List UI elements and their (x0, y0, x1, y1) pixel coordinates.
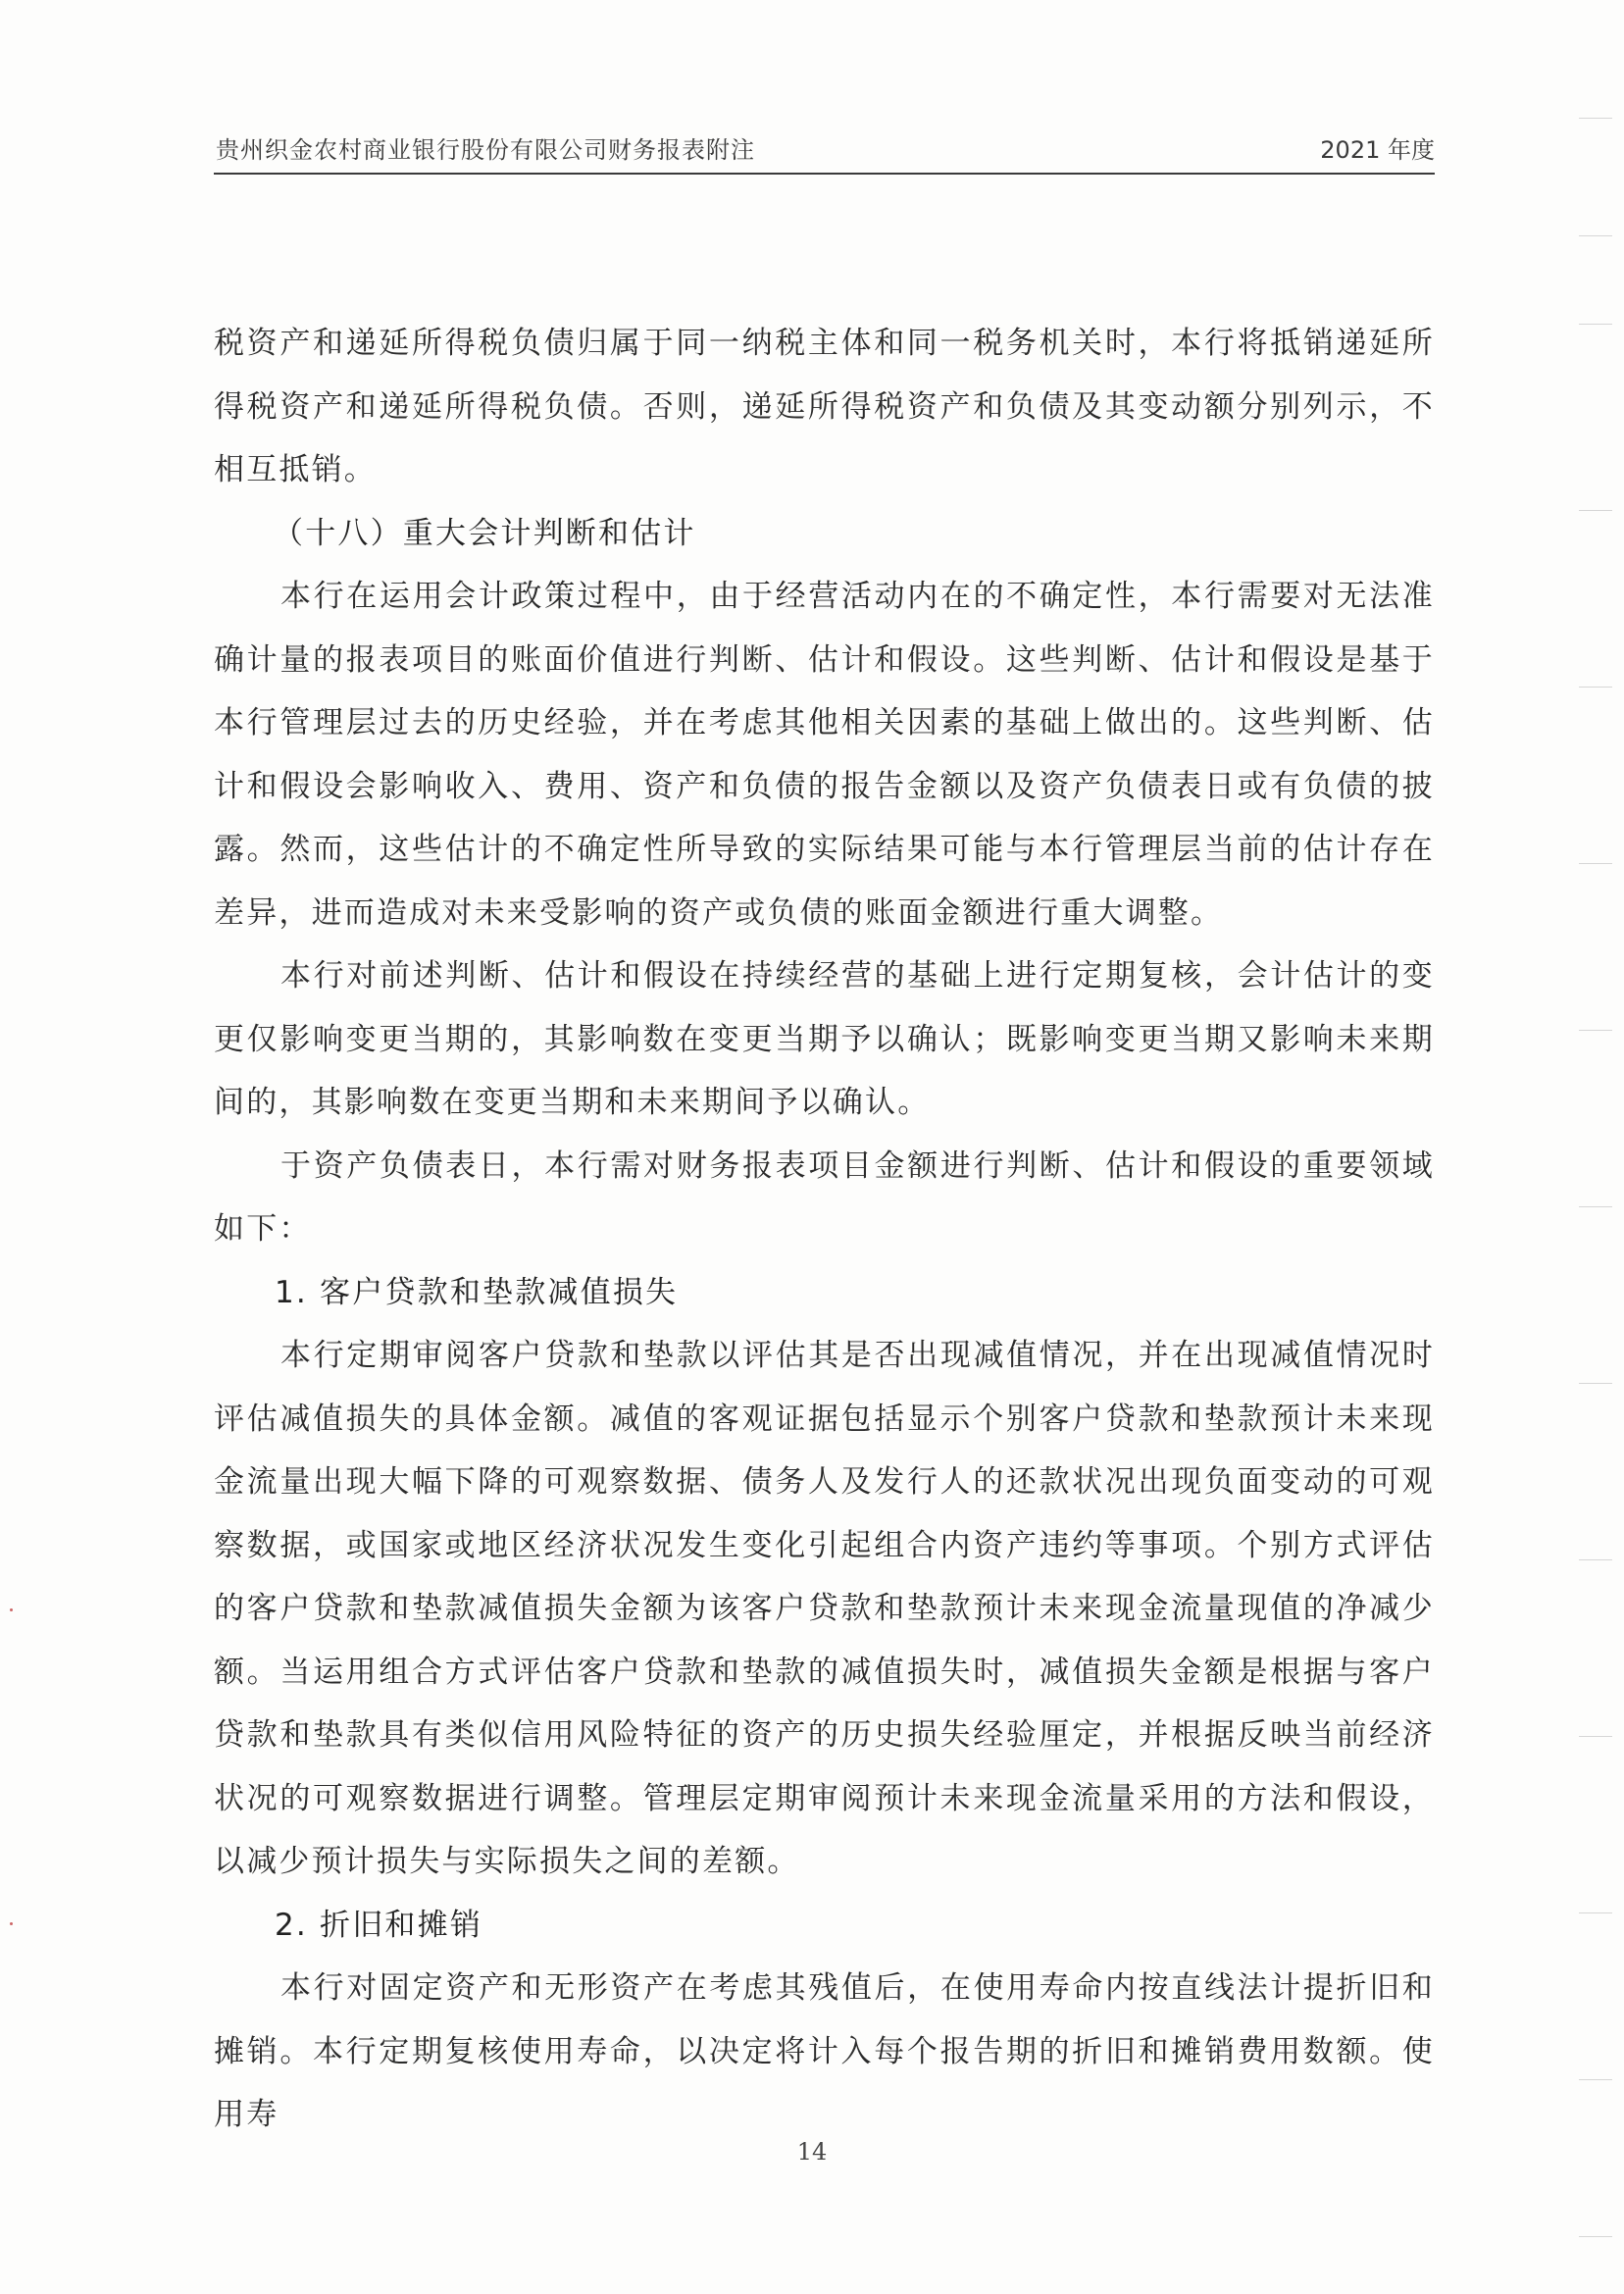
header-year: 2021 年度 (1320, 136, 1435, 164)
subsection-heading: 2. 折旧和摊销 (275, 1907, 483, 1943)
page-number: 14 (796, 2138, 828, 2166)
paragraph: 税资产和递延所得税负债归属于同一纳税主体和同一税务机关时，本行将抵销递延所得税资产和递延所得税负债。否则，递延所得税资产和负债及其变动额分别列示，不相互抵销。 (214, 326, 1435, 487)
paragraph: 本行对前述判断、估计和假设在持续经营的基础上进行定期复核，会计估计的变更仅影响变更当期的，其影响数在变更当期予以确认；既影响变更当期又影响未来期间的，其影响数在变更当期和未来期间予以确认。 (214, 958, 1435, 1120)
paragraph: 本行对固定资产和无形资产在考虑其残值后，在使用寿命内按直线法计提折旧和摊销。本行定期复核使用寿命，以决定将计入每个报告期的折旧和摊销费用数额。使用寿 (214, 1970, 1435, 2132)
header-title: 贵州织金农村商业银行股份有限公司财务报表附注 (216, 136, 755, 164)
scan-dot (10, 1608, 13, 1611)
paragraph: 本行在运用会计政策过程中，由于经营活动内在的不确定性，本行需要对无法准确计量的报表项目的账面价值进行判断、估计和假设。这些判断、估计和假设是基于本行管理层过去的历史经验，并在考虑其他相关因素的基础上做出的。这些判断、估计和假设会影响收入、费用、资产和负债的报告金额以及资产负债表日或有负债的披露。然而，这些估计的不确定性所导致的实际结果可能与本行管理层当前的估计存在差异，进而造成对未来受影响的资产或负债的账面金额进行重大调整。 (214, 579, 1435, 931)
scan-edge-marks (1565, 0, 1624, 2294)
paragraph: 本行定期审阅客户贷款和垫款以评估其是否出现减值情况，并在出现减值情况时评估减值损失的具体金额。减值的客观证据包括显示个别客户贷款和垫款预计未来现金流量出现大幅下降的可观察数据、债务人及发行人的还款状况出现负面变动的可观察数据，或国家或地区经济状况发生变化引起组合内资产违约等事项。个别方式评估的客户贷款和垫款减值损失金额为该客户贷款和垫款预计未来现金流量现值的净减少额。当运用组合方式评估客户贷款和垫款的减值损失时，减值损失金额是根据与客户贷款和垫款具有类似信用风险特征的资产的历史损失经验厘定，并根据反映当前经济状况的可观察数据进行调整。管理层定期审阅预计未来现金流量采用的方法和假设，以减少预计损失与实际损失之间的差额。 (214, 1338, 1435, 1879)
document-body (214, 312, 1435, 2147)
section-heading: （十八）重大会计判断和估计 (273, 515, 696, 551)
paragraph: 于资产负债表日，本行需对财务报表项目金额进行判断、估计和假设的重要领域如下： (214, 1147, 1435, 1247)
scan-dot (10, 1922, 13, 1925)
page-header (214, 126, 1435, 175)
subsection-heading: 1. 客户贷款和垫款减值损失 (275, 1274, 679, 1310)
